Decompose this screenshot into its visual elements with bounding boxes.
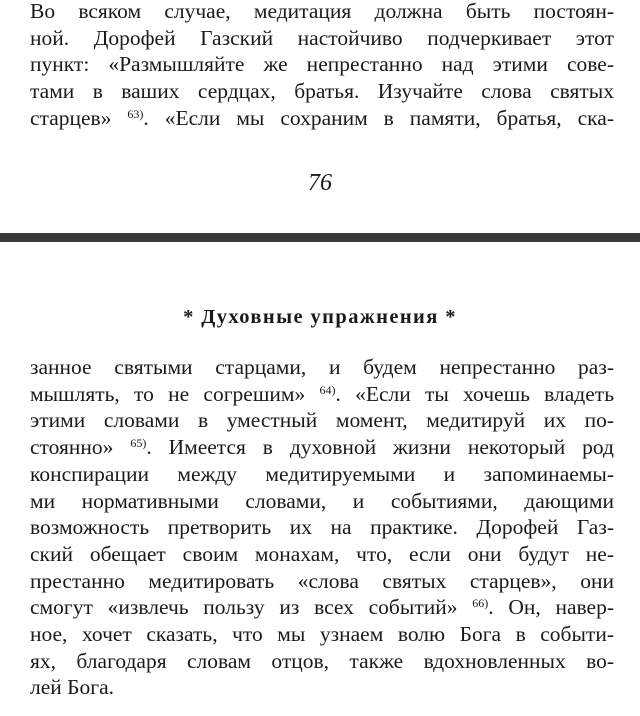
text-line: ях, благодаря словам отцов, также вдохновленных во- [30, 648, 614, 673]
text-line: Во всяком случае, медитация должна быть постоян- [30, 0, 614, 23]
text-fragment: смогут «извлечь пользу из всех событий» [30, 595, 473, 620]
text-line: этими словами в уместный момент, медитируй их по- [30, 408, 614, 433]
text-line: престанно медитировать «слова святых старцев», они [30, 568, 614, 593]
text-line: тами в ваших сердцах, братья. Изучайте слова святых [30, 79, 614, 104]
text-line [30, 105, 614, 132]
text-line: ский обещает своим монахам, что, если они будут не- [30, 541, 614, 566]
text-fragment: . Он, навер- [488, 595, 614, 620]
text-line: лей Бога. [30, 675, 114, 700]
text-line: занное святыми старцами, и будем непрестанно раз- [30, 355, 614, 379]
text-line: возможность претворить их на практике. Дорофей Газ- [30, 515, 614, 540]
text-fragment: . «Если мы сохраним в памяти, братья, ска- [143, 105, 614, 130]
page-number: 76 [308, 170, 332, 196]
bottom-paragraph [30, 354, 614, 701]
text-fragment: . Имеется в духовной жизни некоторый род [146, 435, 614, 460]
running-header: * Духовные упражнения * [183, 306, 457, 328]
footnote-ref: 64) [319, 382, 336, 397]
text-line [30, 434, 614, 461]
text-fragment: . «Если ты хочешь владеть [335, 381, 614, 406]
text-line [30, 381, 614, 408]
text-line [30, 594, 614, 621]
footnote-ref: 66) [472, 596, 489, 611]
footnote-ref: 63) [127, 106, 144, 121]
text-line: пункт: «Размышляйте же непрестанно над этими сове- [30, 52, 614, 77]
text-fragment: стоянно» [30, 435, 131, 460]
top-paragraph [30, 0, 614, 132]
text-fragment: мышлять, то не согрешим» [30, 381, 320, 406]
text-line: ной. Дорофей Газский настойчиво подчеркивает этот [30, 25, 614, 50]
text-fragment: старцев» [30, 105, 128, 130]
text-line: конспирации между медитируемыми и запоминаемы- [30, 461, 614, 486]
text-line: ми нормативными словами, и событиями, дающими [30, 488, 614, 513]
text-line: ное, хочет сказать, что мы узнаем волю Бога в событи- [30, 622, 614, 647]
page-divider [0, 233, 640, 242]
footnote-ref: 65) [130, 436, 147, 451]
